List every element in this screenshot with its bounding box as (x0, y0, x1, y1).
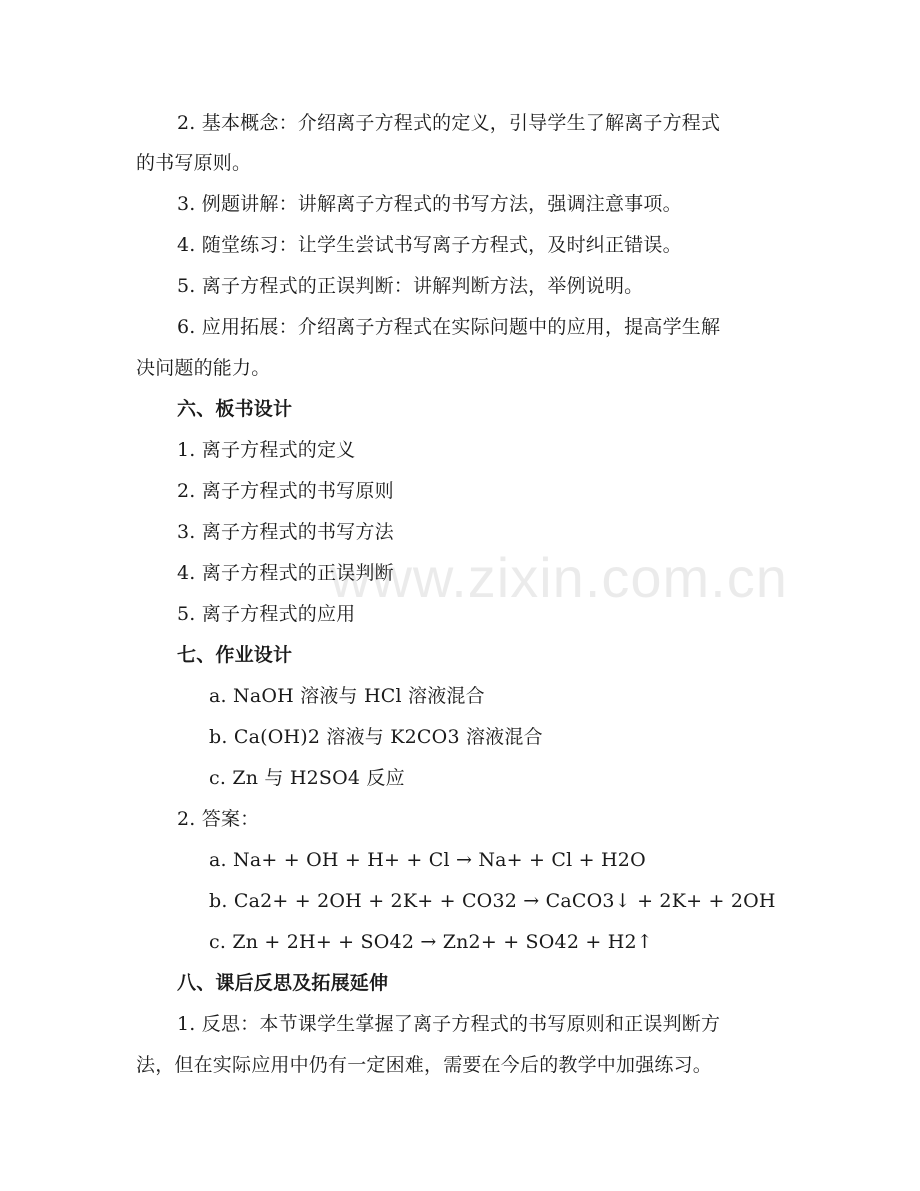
paragraph-judgement: 5. 离子方程式的正误判断：讲解判断方法，举例说明。 (177, 275, 644, 297)
homework-question: b. Ca(OH)2 溶液与 K2CO3 溶液混合 (209, 726, 543, 748)
section-heading-reflection: 八、课后反思及拓展延伸 (177, 972, 389, 994)
board-item: 4. 离子方程式的正误判断 (177, 562, 394, 584)
paragraph-basic-concept: 2. 基本概念：介绍离子方程式的定义，引导学生了解离子方程式 (177, 112, 721, 134)
homework-question: c. Zn 与 H2SO4 反应 (209, 767, 405, 789)
paragraph-basic-concept-cont: 的书写原则。 (136, 152, 252, 174)
homework-answer: b. Ca2+ + 2OH + 2K+ + CO32 → CaCO3↓ + 2K+ + 2OH (209, 890, 776, 912)
board-item: 5. 离子方程式的应用 (177, 603, 356, 625)
watermark: www.zixin.com.cn (330, 546, 788, 609)
paragraph-application-cont: 决问题的能力。 (136, 357, 271, 379)
homework-answer: c. Zn + 2H+ + SO42 → Zn2+ + SO42 + H2↑ (209, 931, 653, 953)
homework-question: a. NaOH 溶液与 HCl 溶液混合 (209, 685, 485, 707)
section-heading-homework: 七、作业设计 (177, 644, 293, 666)
paragraph-practice: 4. 随堂练习：让学生尝试书写离子方程式，及时纠正错误。 (177, 234, 682, 256)
homework-answer: a. Na+ + OH + H+ + Cl → Na+ + Cl + H2O (209, 849, 646, 871)
answer-label: 2. 答案： (177, 808, 260, 830)
paragraph-reflection: 1. 反思：本节课学生掌握了离子方程式的书写原则和正误判断方 (177, 1013, 721, 1035)
board-item: 1. 离子方程式的定义 (177, 439, 356, 461)
paragraph-example: 3. 例题讲解：讲解离子方程式的书写方法，强调注意事项。 (177, 193, 682, 215)
board-item: 3. 离子方程式的书写方法 (177, 521, 394, 543)
paragraph-application: 6. 应用拓展：介绍离子方程式在实际问题中的应用，提高学生解 (177, 316, 721, 338)
section-heading-board-design: 六、板书设计 (177, 398, 293, 420)
board-item: 2. 离子方程式的书写原则 (177, 480, 394, 502)
paragraph-reflection-cont: 法，但在实际应用中仍有一定困难，需要在今后的教学中加强练习。 (136, 1054, 713, 1076)
